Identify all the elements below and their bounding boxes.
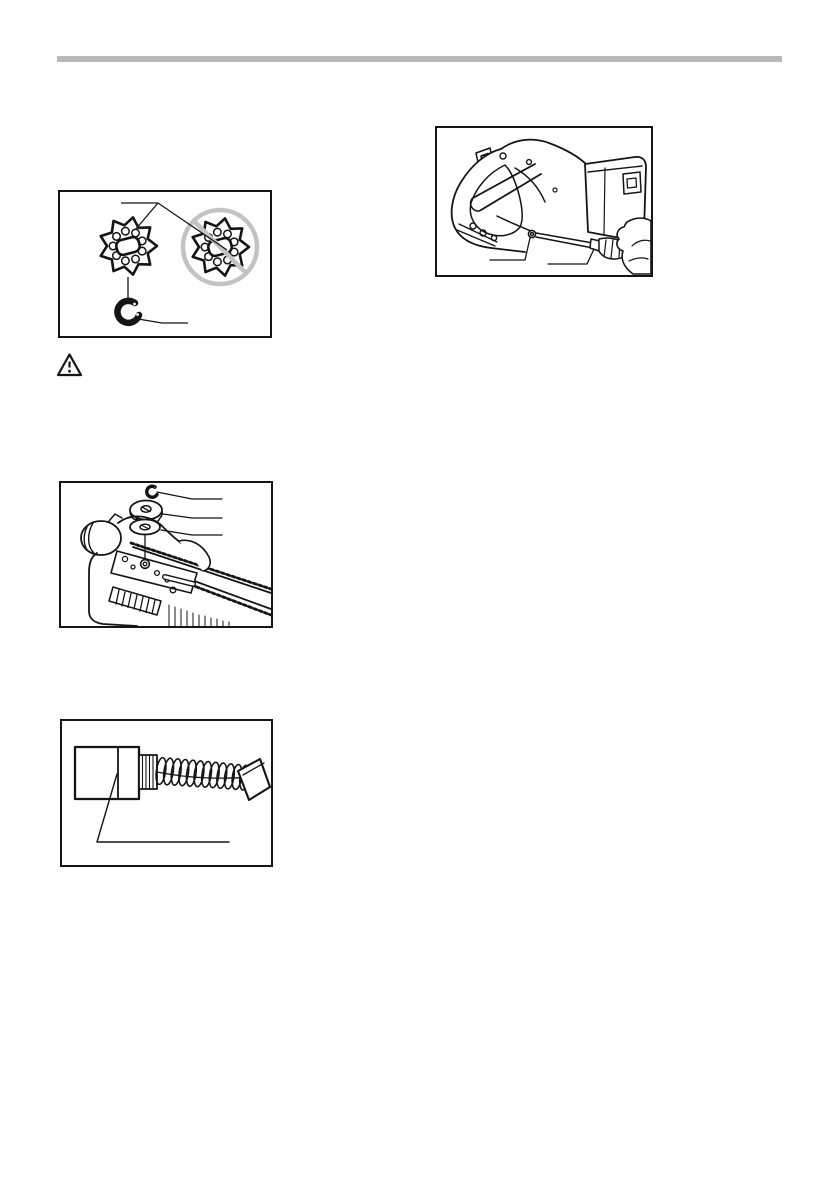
figure-screwdriver-adjustment: [435, 126, 653, 277]
figure-exploded-assembly: [59, 481, 273, 628]
ferrule: [139, 755, 157, 789]
warning-triangle-icon: [56, 352, 83, 378]
exploded-assembly-illustration: [61, 483, 271, 626]
rear-handle: [452, 149, 525, 252]
figure-sprocket-orientation: [58, 190, 272, 338]
terminal-plate: [238, 759, 270, 800]
vent-slats: [109, 587, 161, 615]
mounting-plate: [111, 551, 197, 593]
lower-hatching: [169, 605, 229, 626]
figure-carbon-brush: [60, 719, 273, 867]
header-rule: [57, 56, 782, 62]
screwdriver-adjustment-illustration: [437, 128, 651, 275]
brush-block: [75, 747, 139, 799]
locking-ring-icon: [147, 486, 157, 497]
adjusting-screw: [528, 230, 535, 237]
sprocket-correct-icon: [101, 217, 157, 274]
carbon-brush-illustration: [62, 721, 271, 865]
locking-ring-icon: [117, 301, 139, 323]
sprocket-orientation-illustration: [60, 192, 270, 336]
